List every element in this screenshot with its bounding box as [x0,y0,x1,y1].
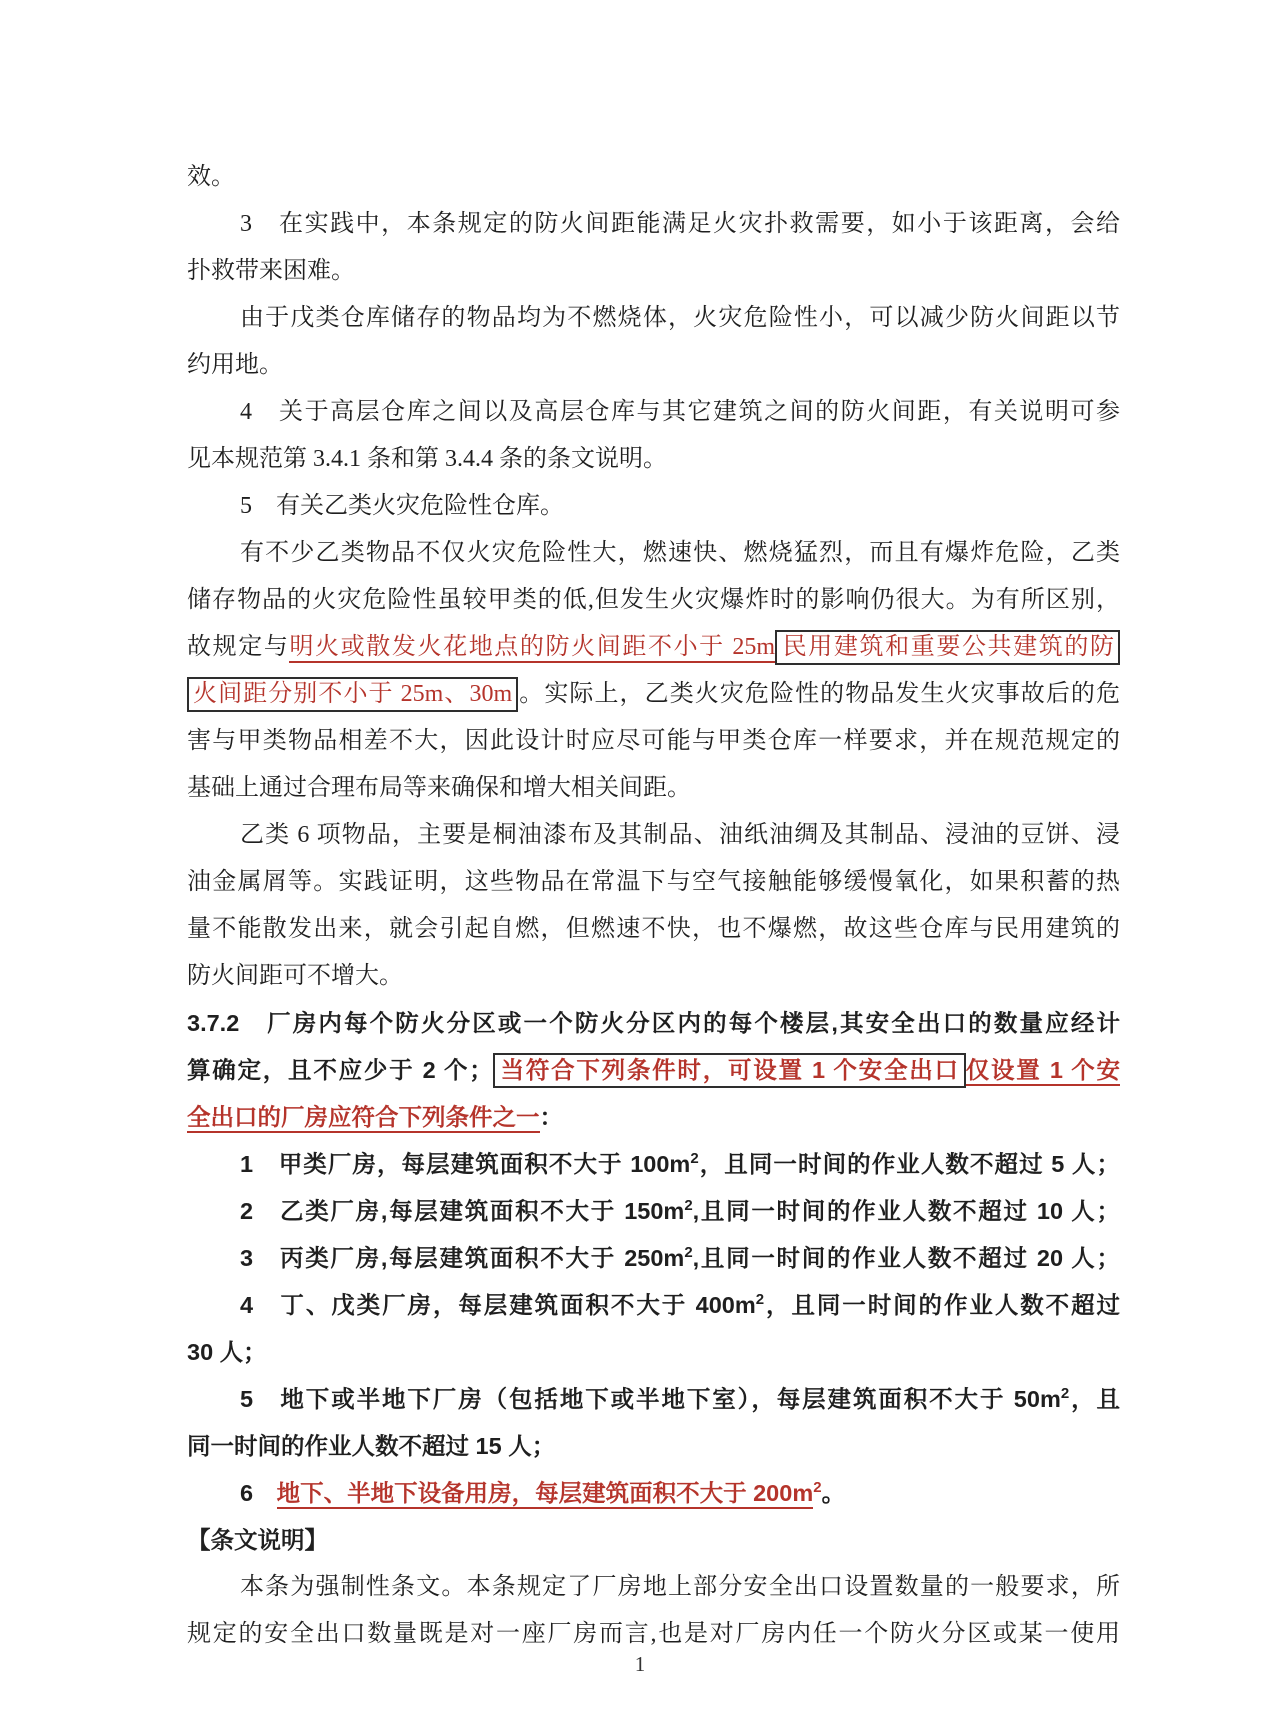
text-segment: 同一时间的作业人数不超过 15 人； [187,1433,556,1459]
text-segment: 5 有关乙类火灾危险性仓库。 [240,493,564,519]
text-segment: 储存物品的火灾危险性虽较甲类的低,但发生火灾爆炸时的影响仍很大。为有所区别， [187,587,1120,613]
text-segment: 乙类 6 项物品，主要是桐油漆布及其制品、油纸油绸及其制品、浸油的豆饼、浸 [240,822,1120,848]
text-line [187,1282,1120,1329]
text-line [187,389,1120,436]
text-segment: 害与甲类物品相差不大，因此设计时应尽可能与甲类仓库一样要求，并在规范规定的 [187,728,1120,754]
text-line [187,671,1120,718]
text-line [187,1000,1120,1047]
text-segment: 2 [684,1244,693,1262]
text-segment: 有不少乙类物品不仅火灾危险性大，燃速快、燃烧猛烈，而且有爆炸危险，乙类 [240,540,1120,566]
text-segment: 2 [690,1150,699,1168]
text-segment: 火间距分别不小于 25m、30m [187,677,518,712]
text-segment: ： [539,1104,563,1130]
text-segment: 地下、半地下设备用房，每层建筑面积不大于 200m [277,1480,814,1509]
text-segment: 3 丙类厂房,每层建筑面积不大于 250m [240,1245,685,1271]
text-line [187,718,1120,765]
text-segment: 3 在实践中，本条规定的防火间距能满足火灾扑救需要，如小于该距离，会给 [240,211,1120,237]
text-segment: 3.7.2 厂房内每个防火分区或一个防火分区内的每个楼层,其安全出口的数量应经计 [187,1010,1120,1036]
text-line [187,953,1120,1000]
text-line [187,1188,1120,1235]
text-segment: 仅设置 1 个安 [966,1057,1120,1086]
text-segment: 基础上通过合理布局等来确保和增大相关间距。 [187,775,691,801]
document-body [187,154,1120,1658]
text-segment: 本条为强制性条文。本条规定了厂房地上部分安全出口设置数量的一般要求，所 [240,1574,1120,1600]
text-line [187,248,1120,295]
text-segment: ，且同一时间的作业人数不超过 5 人； [698,1151,1120,1177]
text-segment: ,且同一时间的作业人数不超过 10 人； [692,1198,1120,1224]
text-segment: 故规定与 [187,634,290,660]
text-segment: 民用建筑和重要公共建筑的防 [775,630,1120,665]
text-line [187,1611,1120,1658]
text-line [187,1329,1120,1376]
text-segment: 。 [821,1480,846,1506]
text-line [187,1423,1120,1470]
text-segment: 2 乙类厂房,每层建筑面积不大于 150m [240,1198,685,1224]
text-segment: ，且 [1069,1386,1120,1412]
text-line [187,1235,1120,1282]
text-line [187,1470,1120,1517]
text-line [187,859,1120,906]
text-segment: 量不能散发出来，就会引起自燃，但燃速不快，也不爆燃，故这些仓库与民用建筑的 [187,916,1120,942]
text-segment: 明火或散发火花地点的防火间距不小于 25m [289,634,775,663]
text-line [187,1564,1120,1611]
text-segment: 5 地下或半地下厂房（包括地下或半地下室），每层建筑面积不大于 50m [240,1386,1061,1412]
text-line [187,295,1120,342]
text-line [187,154,1120,201]
text-segment: 。实际上，乙类火灾危险性的物品发生火灾事故后的危 [518,681,1120,707]
text-segment: 约用地。 [187,352,283,378]
text-segment: ,且同一时间的作业人数不超过 20 人； [692,1245,1120,1271]
text-segment: 见本规范第 3.4.1 条和第 3.4.4 条的条文说明。 [187,446,667,472]
text-segment: 2 [684,1197,693,1215]
text-segment: 30 人； [187,1339,267,1365]
text-segment: 2 [755,1291,765,1309]
text-segment: 6 [240,1480,277,1506]
text-line [187,624,1120,671]
text-segment: 全出口的厂房应符合下列条件之一 [187,1104,540,1133]
text-line [187,1376,1120,1423]
text-segment: 1 甲类厂房，每层建筑面积不大于 100m [240,1151,691,1177]
text-segment: 【条文说明】 [187,1527,328,1553]
text-line [187,1517,1120,1564]
text-line [187,906,1120,953]
text-segment: 2 [813,1479,822,1497]
text-segment: 油金属屑等。实践证明，这些物品在常温下与空气接触能够缓慢氧化，如果积蓄的热 [187,869,1120,895]
text-line [187,812,1120,859]
text-line [187,201,1120,248]
text-line [187,577,1120,624]
page-number: 1 [634,1652,646,1676]
text-segment: 效。 [187,164,235,190]
text-segment: 由于戊类仓库储存的物品均为不燃烧体，火灾危险性小，可以减少防火间距以节 [240,305,1120,331]
text-line [187,342,1120,389]
text-segment: ，且同一时间的作业人数不超过 [764,1292,1121,1318]
text-segment: 当符合下列条件时，可设置 1 个安全出口 [493,1053,966,1088]
text-line [187,1141,1120,1188]
text-line [187,765,1120,812]
text-line [187,1094,1120,1141]
text-segment: 4 关于高层仓库之间以及高层仓库与其它建筑之间的防火间距，有关说明可参 [240,399,1120,425]
text-segment: 扑救带来困难。 [187,258,355,284]
text-segment: 规定的安全出口数量既是对一座厂房而言,也是对厂房内任一个防火分区或某一使用 [187,1621,1120,1647]
text-line [187,1047,1120,1094]
text-segment: 4 丁、戊类厂房，每层建筑面积不大于 400m [240,1292,756,1318]
text-line [187,530,1120,577]
text-segment: 2 [1060,1385,1070,1403]
text-segment: 算确定，且不应少于 2 个； [187,1057,493,1083]
text-segment: 防火间距可不增大。 [187,963,403,989]
text-line [187,436,1120,483]
text-line [187,483,1120,530]
